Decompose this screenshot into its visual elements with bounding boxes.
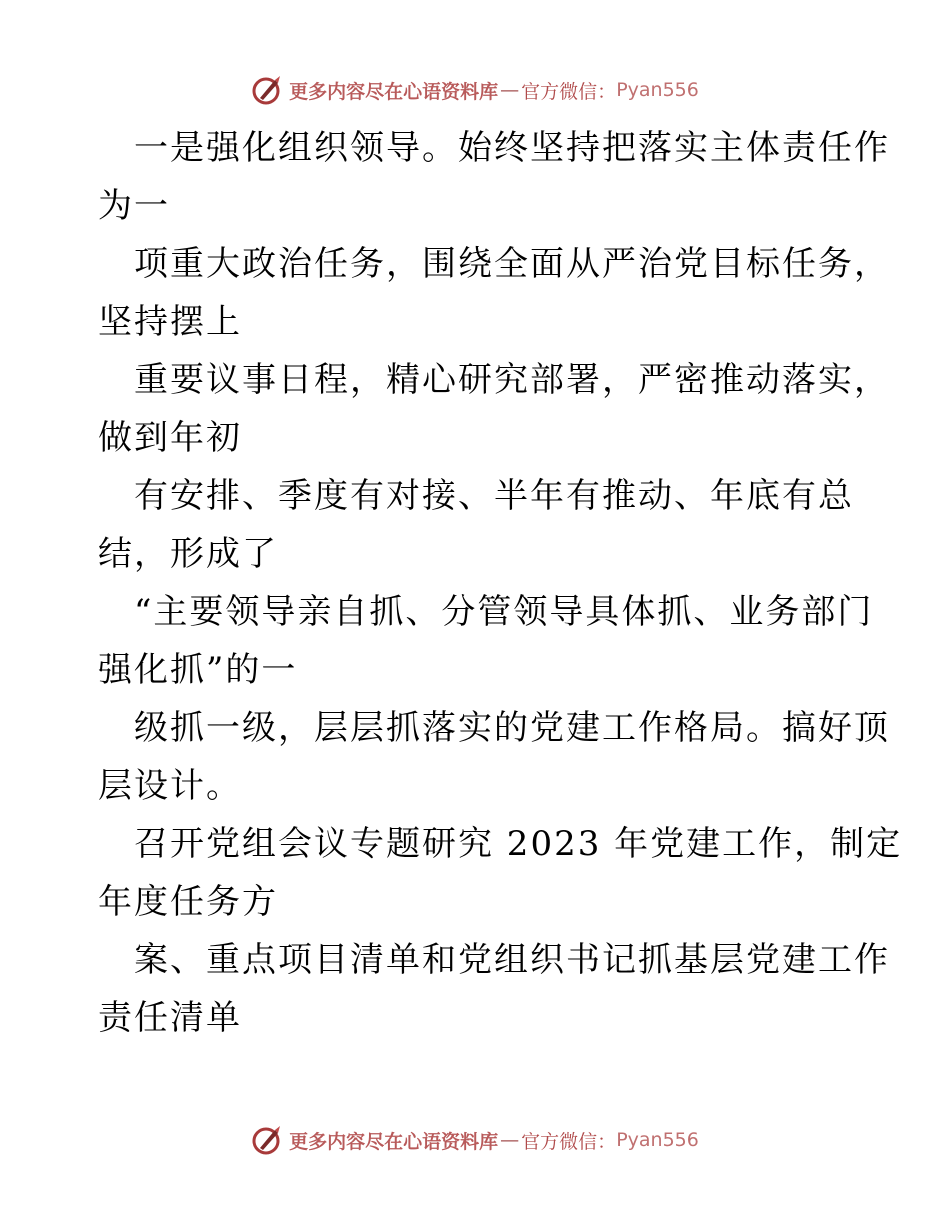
footer-banner xyxy=(0,1122,950,1158)
body-line: 级抓一级，层层抓落实的党建工作格局。搞好顶 xyxy=(134,708,890,748)
body-line: 为一 xyxy=(98,186,170,226)
body-line: 项重大政治任务，围绕全面从严治党目标任务， xyxy=(134,244,890,284)
header-wechat-id: Pyan556 xyxy=(616,79,699,101)
header-separator: — xyxy=(500,79,520,101)
header-wechat-label: 官方微信： xyxy=(521,80,617,103)
body-line: 做到年初 xyxy=(98,418,242,458)
body-line: 有安排、季度有对接、半年有推动、年底有总 xyxy=(134,476,854,516)
body-line: “主要领导亲自抓、分管领导具体抓、业务部门 xyxy=(134,592,874,632)
header-banner xyxy=(0,72,950,108)
footer-wechat-label: 官方微信： xyxy=(521,1130,617,1153)
footer-separator: — xyxy=(500,1129,520,1151)
quill-pen-circle-icon xyxy=(251,74,283,106)
body-line: 结，形成了 xyxy=(98,534,278,574)
body-line: 层设计。 xyxy=(98,766,242,806)
body-line: 案、重点项目清单和党组织书记抓基层党建工作 xyxy=(134,940,890,980)
footer-brand: 更多内容尽在心语资料库 xyxy=(289,1130,499,1153)
body-line: 召开党组会议专题研究 2023 年党建工作，制定 xyxy=(134,824,903,864)
body-line: 年度任务方 xyxy=(98,882,278,922)
body-line: 强化抓”的一 xyxy=(98,650,298,690)
quill-pen-circle-icon xyxy=(251,1124,283,1156)
header-brand: 更多内容尽在心语资料库 xyxy=(289,80,499,103)
body-line: 责任清单 xyxy=(98,998,242,1038)
body-line: 重要议事日程，精心研究部署，严密推动落实， xyxy=(134,360,890,400)
body-line: 一是强化组织领导。始终坚持把落实主体责任作 xyxy=(134,128,890,168)
footer-wechat-id: Pyan556 xyxy=(616,1129,699,1151)
body-line: 坚持摆上 xyxy=(98,302,242,342)
